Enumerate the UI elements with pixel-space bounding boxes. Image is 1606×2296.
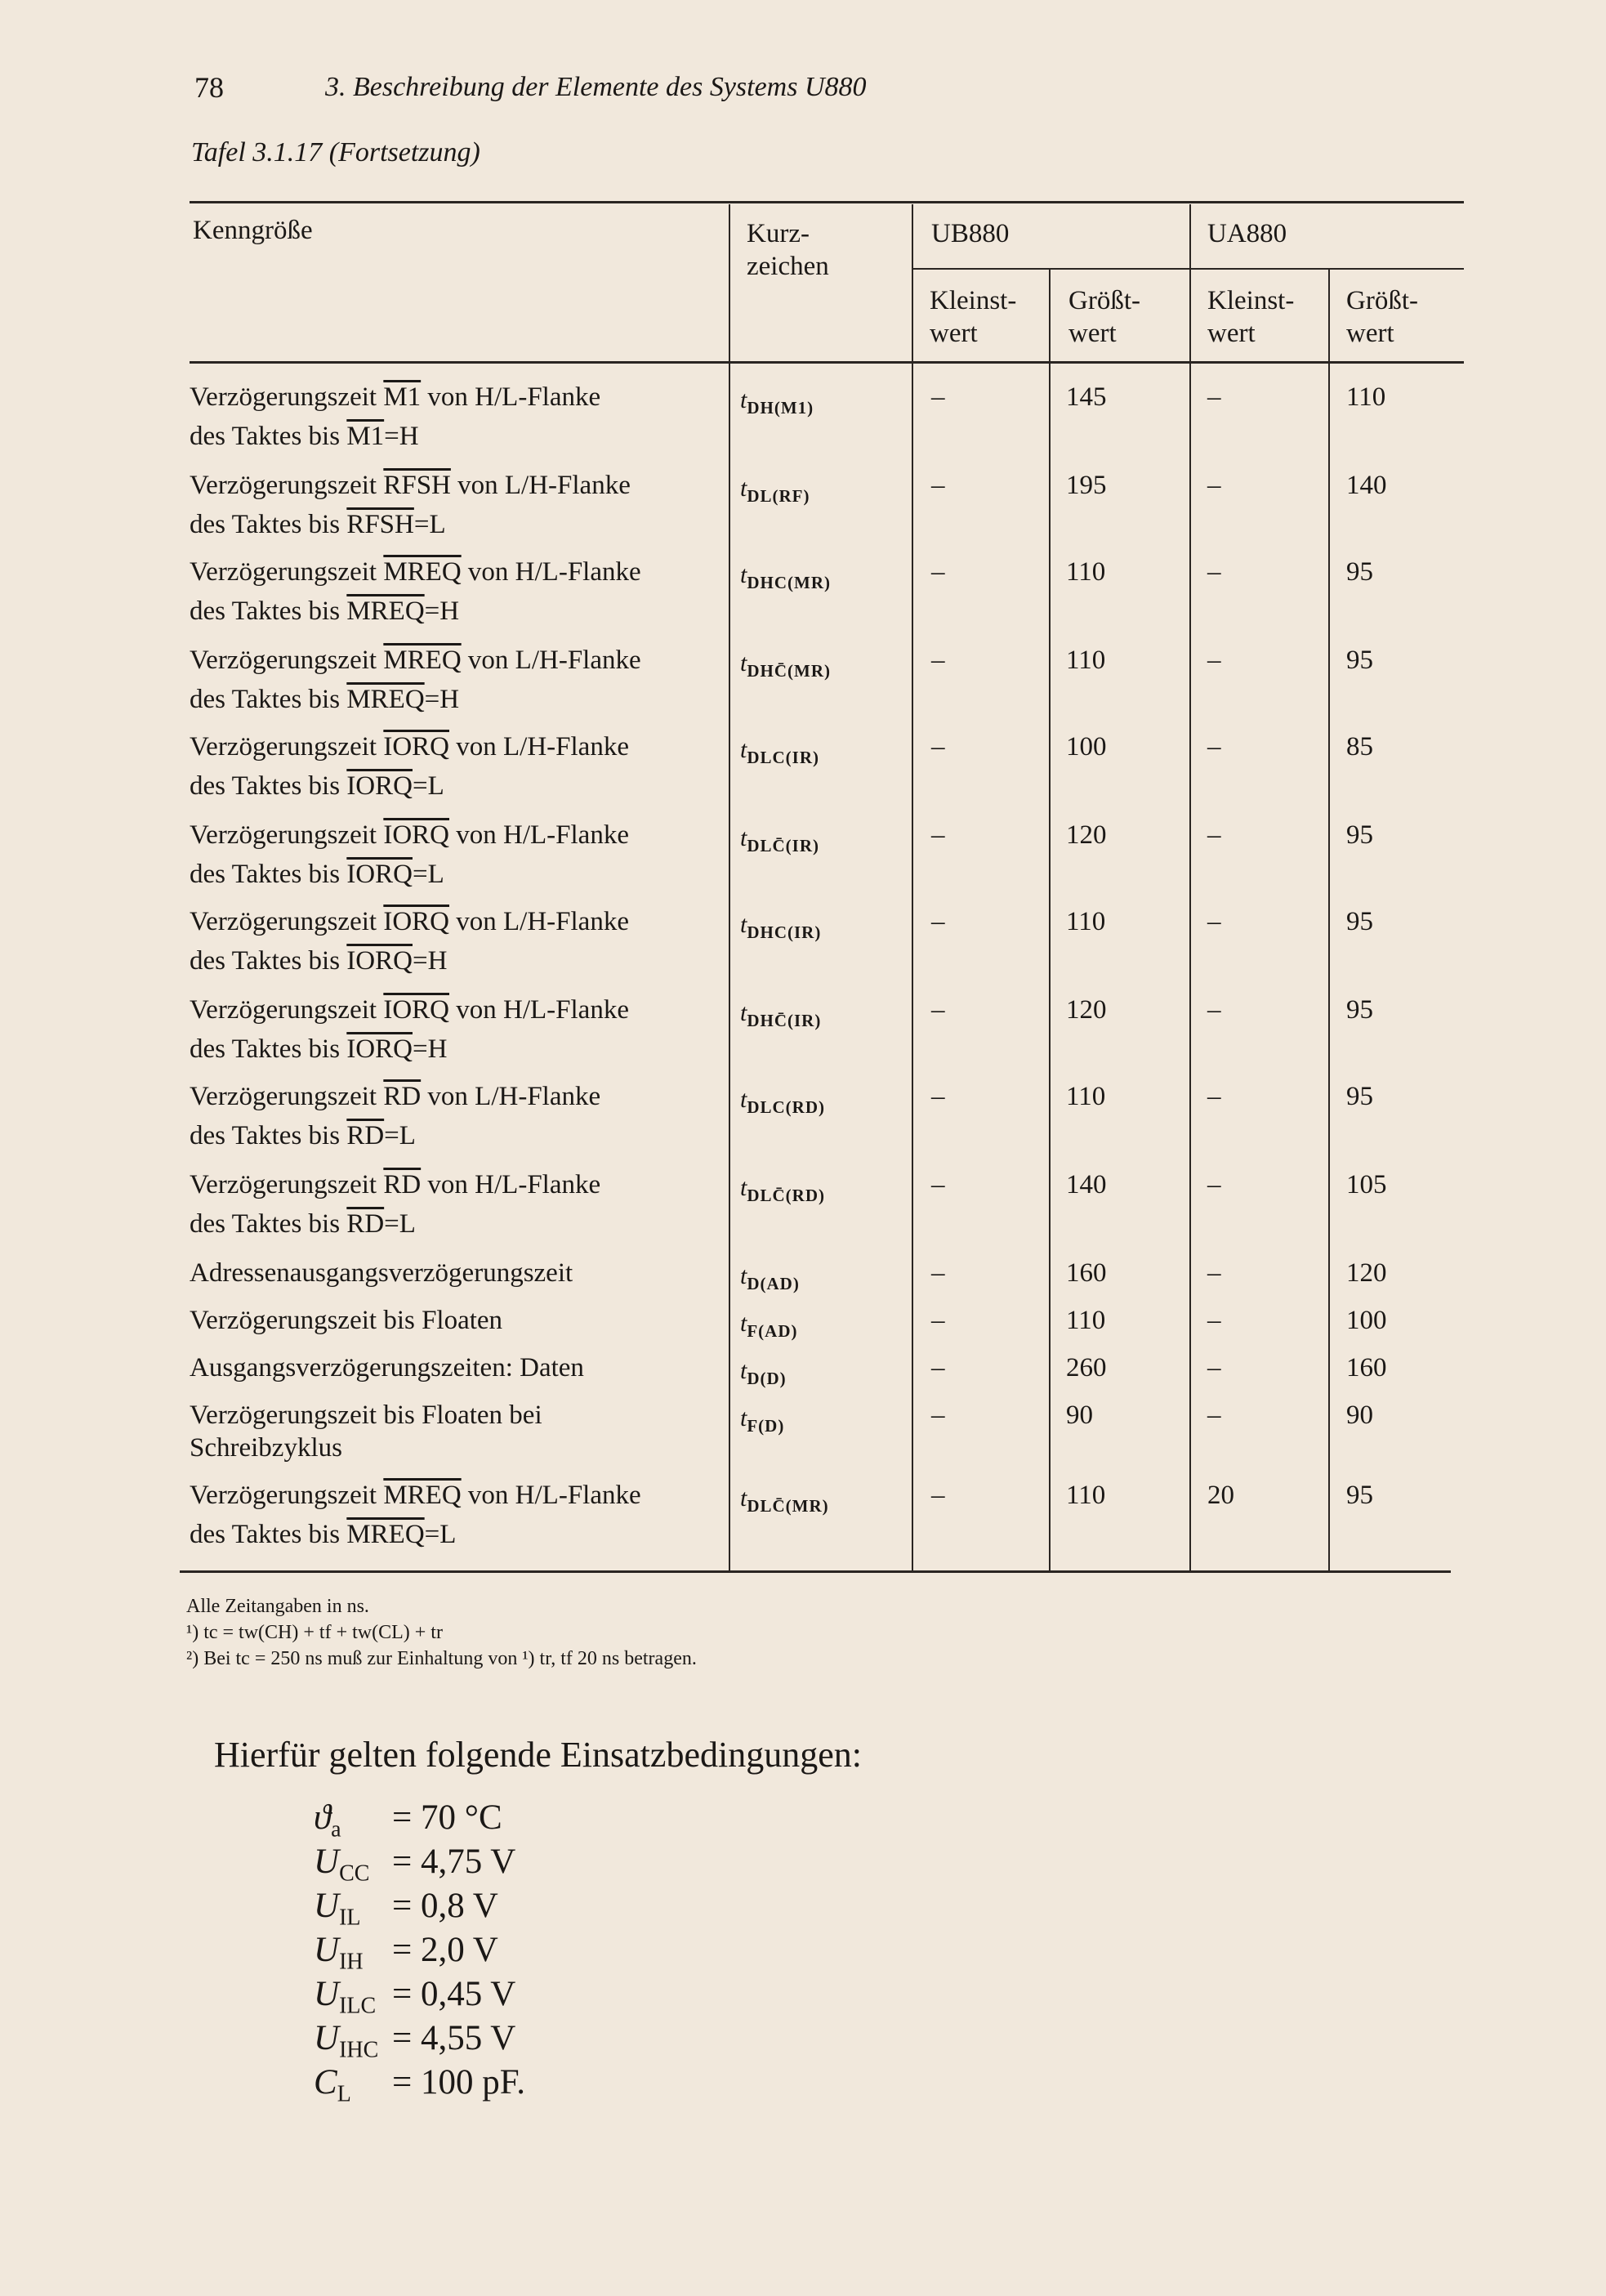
symbol: $t_{DLC̄(IR)}$ (740, 824, 820, 855)
symbol: $t_{F(D)}$ (740, 1405, 785, 1436)
symbol: $t_{D(D)}$ (740, 1357, 787, 1388)
parameter-line2: des Taktes bis IORQ=H (190, 1034, 448, 1064)
parameter-line1: Verzögerungszeit IORQ von H/L-Flanke (190, 995, 629, 1025)
condition-item: $C_L = 100$ pF. (314, 2063, 525, 2107)
ub-min: – (931, 471, 945, 500)
ua-min: – (1207, 820, 1221, 850)
parameter-line1: Verzögerungszeit RFSH von L/H-Flanke (190, 471, 631, 500)
ua-min: – (1207, 557, 1221, 587)
condition-item: $U_{IL} = 0,8$ V (314, 1887, 498, 1931)
parameter-line1: Verzögerungszeit MREQ von H/L-Flanke (190, 557, 641, 587)
col-divider-3 (1049, 270, 1051, 1570)
symbol: $t_{DLC̄(MR)}$ (740, 1485, 829, 1516)
parameter-line1: Adressenausgangsverzögerungszeit (190, 1258, 573, 1288)
ub-max: 145 (1066, 382, 1107, 412)
header-ua-max-2: wert (1346, 319, 1394, 348)
ub-min: – (931, 995, 945, 1025)
ub-max: 140 (1066, 1170, 1107, 1199)
ua-max: 140 (1346, 471, 1387, 500)
ub-min: – (931, 645, 945, 675)
ua-max: 110 (1346, 382, 1386, 412)
parameter-line2: des Taktes bis IORQ=L (190, 771, 444, 801)
ua-max: 95 (1346, 907, 1373, 936)
ub-min: – (931, 1306, 945, 1335)
ub-max: 195 (1066, 471, 1107, 500)
col-divider-4 (1189, 204, 1191, 1570)
footnote-2: ²) Bei tc = 250 ns muß zur Einhaltung von ¹) tr, tf 20 ns betragen. (186, 1648, 697, 1669)
header-ub880: UB880 (931, 219, 1010, 248)
ua-max: 100 (1346, 1306, 1387, 1335)
page-number: 78 (194, 71, 224, 104)
ua-min: – (1207, 1306, 1221, 1335)
ua-min: – (1207, 1082, 1221, 1111)
ub-max: 110 (1066, 1082, 1106, 1111)
condition-item: $ϑ_a = 70$ °C (314, 1798, 502, 1843)
header-ub-min-1: Kleinst- (930, 286, 1017, 315)
condition-item: $U_{IHC} = 4,55$ V (314, 2019, 516, 2063)
header-symbol-line1: Kurz- (747, 219, 810, 248)
ua-max: 85 (1346, 732, 1373, 762)
parameter-line2: des Taktes bis IORQ=L (190, 860, 444, 889)
ub-min: – (931, 1353, 945, 1383)
ua-min: – (1207, 907, 1221, 936)
ub-min: – (931, 1170, 945, 1199)
ub-max: 260 (1066, 1353, 1107, 1383)
parameter-line1: Verzögerungszeit IORQ von L/H-Flanke (190, 907, 629, 936)
header-ub-max-1: Größt- (1068, 286, 1140, 315)
parameter-line2: des Taktes bis MREQ=H (190, 685, 460, 714)
ua-min: – (1207, 1170, 1221, 1199)
parameter-line1: Verzögerungszeit MREQ von H/L-Flanke (190, 1481, 641, 1510)
ub-max: 120 (1066, 820, 1107, 850)
symbol: $t_{DL(RF)}$ (740, 475, 810, 506)
ub-min: – (931, 1400, 945, 1430)
symbol: $t_{DLC(IR)}$ (740, 736, 820, 767)
parameter-line1: Verzögerungszeit IORQ von H/L-Flanke (190, 820, 629, 850)
table-top-rule (190, 201, 1464, 203)
parameter-line2: des Taktes bis IORQ=H (190, 946, 448, 976)
symbol: $t_{DHC(MR)}$ (740, 561, 831, 592)
ub-min: – (931, 820, 945, 850)
header-bottom-rule (190, 361, 1464, 364)
parameter-line2: des Taktes bis MREQ=H (190, 596, 460, 626)
col-divider-5 (1328, 270, 1330, 1570)
table-footnotes (186, 1593, 697, 1672)
parameter-line1: Ausgangsverzögerungszeiten: Daten (190, 1353, 584, 1383)
parameter-line1: Verzögerungszeit bis Floaten bei (190, 1400, 542, 1430)
header-symbol-line2: zeichen (747, 252, 829, 281)
parameter-line2: des Taktes bis M1=H (190, 422, 419, 451)
symbol: $t_{DHC(IR)}$ (740, 911, 822, 942)
header-ua-min-2: wert (1207, 319, 1256, 348)
header-parameter: Kenngröße (193, 216, 313, 245)
col-divider-1 (729, 204, 730, 1570)
footnote-1: ¹) tc = tw(CH) + tf + tw(CL) + tr (186, 1622, 443, 1643)
ua-min: 20 (1207, 1481, 1234, 1510)
ua-max: 95 (1346, 1481, 1373, 1510)
parameter-line2: Schreibzyklus (190, 1433, 342, 1463)
running-title: 3. Beschreibung der Elemente des Systems U880 (325, 72, 867, 102)
ub-max: 110 (1066, 1306, 1106, 1335)
parameter-line1: Verzögerungszeit bis Floaten (190, 1306, 503, 1335)
symbol: $t_{F(AD)}$ (740, 1310, 798, 1341)
ub-min: – (931, 1481, 945, 1510)
parameter-line1: Verzögerungszeit $\overline{RD}$ von H/L-Flanke (190, 1170, 601, 1199)
ub-max: 110 (1066, 645, 1106, 675)
ua-min: – (1207, 1353, 1221, 1383)
ub-max: 90 (1066, 1400, 1093, 1430)
ub-max: 110 (1066, 1481, 1106, 1510)
parameter-line2: des Taktes bis RFSH=L (190, 510, 446, 539)
ua-min: – (1207, 995, 1221, 1025)
ua-min: – (1207, 382, 1221, 412)
condition-item: $U_{ILC} = 0,45$ V (314, 1975, 516, 2019)
symbol: $t_{DLC(RD)}$ (740, 1086, 825, 1117)
ub-min: – (931, 382, 945, 412)
header-ub-min-2: wert (930, 319, 978, 348)
ua-max: 95 (1346, 995, 1373, 1025)
symbol: $t_{DHC̄(MR)}$ (740, 650, 831, 681)
ua-max: 95 (1346, 1082, 1373, 1111)
group-sub-rule (913, 268, 1464, 270)
ub-max: 100 (1066, 732, 1107, 762)
ub-max: 110 (1066, 557, 1106, 587)
conditions-heading: Hierfür gelten folgende Einsatzbedingungen: (214, 1735, 862, 1775)
col-divider-2 (912, 204, 913, 1570)
parameter-line1: Verzögerungszeit $\overline{RD}$ von L/H-Flanke (190, 1082, 601, 1111)
parameter-line1: Verzögerungszeit MREQ von L/H-Flanke (190, 645, 641, 675)
parameter-line1: Verzögerungszeit IORQ von L/H-Flanke (190, 732, 629, 762)
ub-max: 110 (1066, 907, 1106, 936)
parameter-line1: Verzögerungszeit M1 von H/L-Flanke (190, 382, 601, 412)
parameter-line2: des Taktes bis $\overline{RD}=L$ (190, 1121, 416, 1150)
header-ua-max-1: Größt- (1346, 286, 1418, 315)
ub-min: – (931, 1258, 945, 1288)
ua-max: 90 (1346, 1400, 1373, 1430)
symbol: $t_{DLC̄(RD)}$ (740, 1174, 825, 1205)
ua-max: 95 (1346, 820, 1373, 850)
ua-min: – (1207, 471, 1221, 500)
ua-min: – (1207, 1400, 1221, 1430)
ub-min: – (931, 557, 945, 587)
condition-item: $U_{IH} = 2,0$ V (314, 1931, 498, 1975)
footnote-units: Alle Zeitangaben in ns. (186, 1596, 369, 1617)
ua-max: 95 (1346, 557, 1373, 587)
ub-max: 120 (1066, 995, 1107, 1025)
table-bottom-rule (180, 1570, 1451, 1573)
ua-max: 95 (1346, 645, 1373, 675)
ua-min: – (1207, 732, 1221, 762)
ua-max: 120 (1346, 1258, 1387, 1288)
symbol: $t_{DHC̄(IR)}$ (740, 999, 822, 1030)
symbol: $t_{DH(M1)}$ (740, 386, 814, 418)
ua-min: – (1207, 1258, 1221, 1288)
parameter-line2: des Taktes bis $\overline{RD}=L$ (190, 1209, 416, 1239)
ub-min: – (931, 732, 945, 762)
parameter-line2: des Taktes bis MREQ=L (190, 1520, 457, 1549)
ua-max: 105 (1346, 1170, 1387, 1199)
header-ub-max-2: wert (1068, 319, 1117, 348)
ua-min: – (1207, 645, 1221, 675)
header-ua880: UA880 (1207, 219, 1287, 248)
symbol: $t_{D(AD)}$ (740, 1262, 800, 1293)
header-ua-min-1: Kleinst- (1207, 286, 1295, 315)
ub-min: – (931, 1082, 945, 1111)
table-caption: Tafel 3.1.17 (Fortsetzung) (191, 137, 480, 168)
condition-item: $U_{CC} = 4,75$ V (314, 1843, 516, 1887)
ua-max: 160 (1346, 1353, 1387, 1383)
ub-min: – (931, 907, 945, 936)
ub-max: 160 (1066, 1258, 1107, 1288)
